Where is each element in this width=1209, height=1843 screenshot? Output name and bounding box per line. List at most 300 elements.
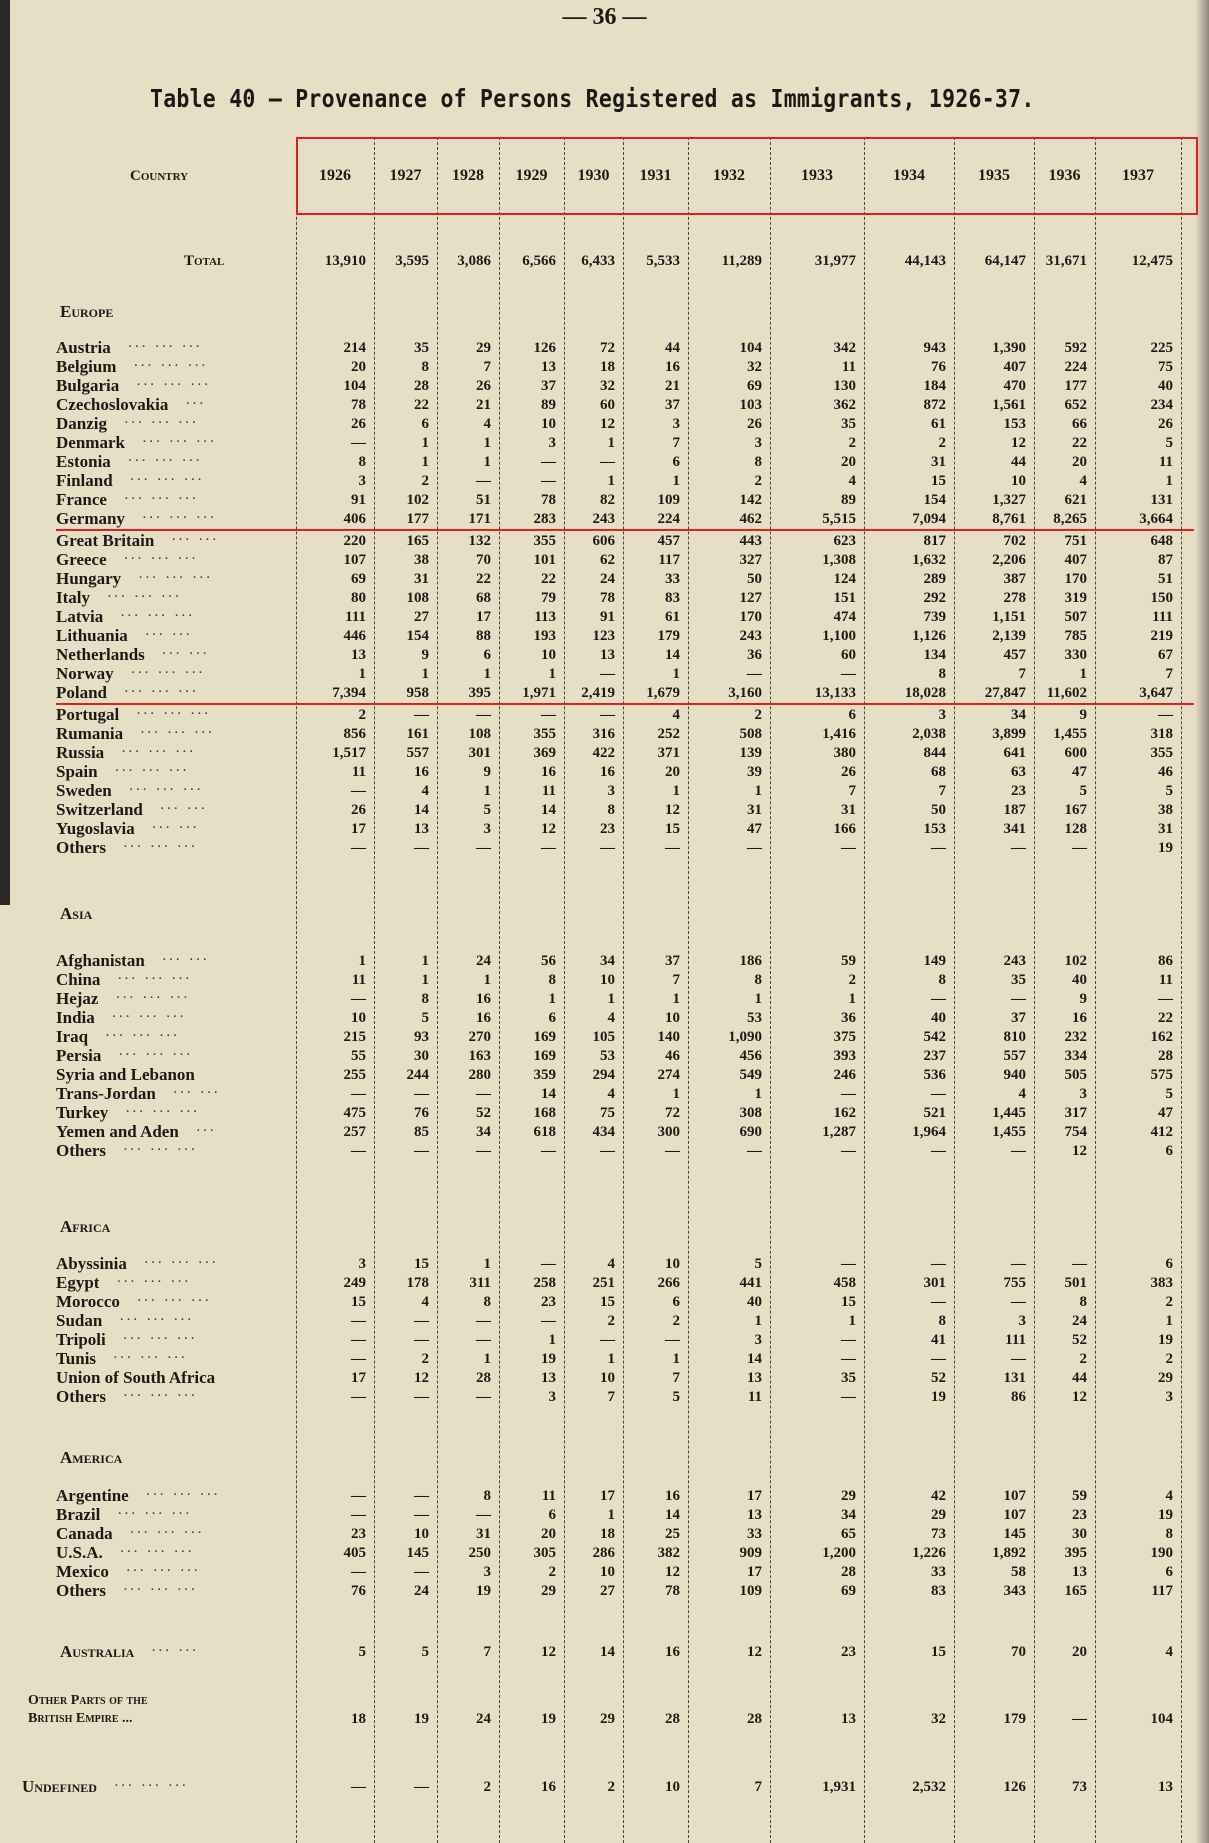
column-divider [437, 137, 438, 1843]
cell-value: 162 [833, 1104, 856, 1121]
cell-value: 170 [739, 608, 762, 625]
cell-value: 20 [841, 453, 856, 470]
country-name: Undefined [22, 1777, 97, 1796]
cell-value: 1 [754, 1312, 762, 1329]
table-row [0, 471, 1181, 490]
cell-value: 5 [1165, 434, 1173, 451]
cell-value: 76 [414, 1104, 429, 1121]
cell-value: 69 [841, 1582, 856, 1599]
cell-value: — [1011, 990, 1026, 1007]
cell-value: 47 [1158, 1104, 1173, 1121]
cell-value: 40 [931, 1009, 946, 1026]
cell-value: 17 [747, 1487, 762, 1504]
country-name: Hejaz [56, 989, 99, 1008]
table-row [0, 800, 1181, 819]
cell-value: — [1011, 839, 1026, 856]
cell-value: 31 [931, 453, 946, 470]
cell-value: 20 [351, 358, 366, 375]
cell-value: 19 [541, 1350, 556, 1367]
dot-leader: ... ... ... [114, 1777, 190, 1789]
cell-value: — [414, 1312, 429, 1329]
cell-value: 817 [923, 532, 946, 549]
dot-leader: ... ... ... [116, 989, 191, 1001]
cell-value: 2,038 [912, 725, 946, 742]
cell-value: 29 [541, 1582, 556, 1599]
dot-leader: ... ... [173, 1084, 222, 1096]
cell-value: 10 [600, 1369, 615, 1386]
cell-value: 2 [672, 1312, 680, 1329]
country-name: Czechoslovakia [56, 395, 169, 414]
cell-value: — [476, 1506, 491, 1523]
cell-value: — [841, 1350, 856, 1367]
cell-value: 456 [739, 1047, 762, 1064]
table-row [0, 414, 1181, 433]
cell-value: 12 [747, 1643, 762, 1660]
cell-value: 3 [1079, 1085, 1087, 1102]
cell-value: 163 [468, 1047, 491, 1064]
cell-value: — [600, 453, 615, 470]
undefined-row [0, 1777, 1181, 1796]
cell-value: 140 [657, 1028, 680, 1045]
cell-value: 40 [1072, 971, 1087, 988]
cell-value: — [1011, 1142, 1026, 1159]
cell-value: — [414, 1142, 429, 1159]
cell-value: 162 [1150, 1028, 1173, 1045]
cell-value: 6 [483, 646, 491, 663]
cell-value: — [414, 1778, 429, 1795]
cell-value: — [351, 782, 366, 799]
row-label [0, 989, 296, 1009]
country-name: Others [56, 1387, 107, 1406]
cell-value: 355 [1150, 744, 1173, 761]
dot-leader: ... ... [152, 1642, 200, 1654]
cell-value: 171 [468, 510, 491, 527]
cell-value: 22 [541, 570, 556, 587]
cell-value: 549 [739, 1066, 762, 1083]
cell-value: — [665, 1331, 680, 1348]
row-label [0, 1505, 296, 1525]
cell-value: 2,419 [581, 684, 615, 701]
country-name: Austria [56, 338, 111, 357]
cell-value: 40 [1158, 377, 1173, 394]
cell-value: 1,126 [912, 627, 946, 644]
cell-value: 1 [1165, 472, 1173, 489]
section-heading [0, 1217, 1181, 1236]
country-name: Tunis [56, 1349, 97, 1368]
cell-value: 280 [468, 1066, 491, 1083]
cell-value: 104 [739, 339, 762, 356]
country-name: Tripoli [56, 1330, 106, 1349]
dot-leader: ... ... [172, 531, 220, 543]
cell-value: 126 [533, 339, 556, 356]
cell-value: 3,160 [728, 684, 762, 701]
dot-leader: ... ... ... [106, 1027, 181, 1039]
cell-value: 2 [754, 706, 762, 723]
page-number: — 36 — [562, 4, 647, 30]
cell-value: 24 [476, 1711, 491, 1727]
cell-value: 330 [1064, 646, 1087, 663]
cell-value: 751 [1064, 532, 1087, 549]
cell-value: 311 [469, 1274, 491, 1291]
country-name: Abyssinia [56, 1254, 127, 1273]
dot-leader: ... ... [162, 645, 211, 657]
cell-value: — [1072, 839, 1087, 856]
cell-value: 1,632 [912, 551, 946, 568]
row-label [0, 569, 296, 589]
cell-value: 23 [1072, 1506, 1087, 1523]
cell-value: 104 [1150, 1711, 1173, 1727]
cell-value: — [841, 665, 856, 682]
table-row [0, 531, 1181, 550]
country-name: France [56, 490, 107, 509]
table-row [0, 762, 1181, 781]
cell-value: 150 [1150, 589, 1173, 606]
cell-value: 606 [592, 532, 615, 549]
cell-value: 4 [421, 1293, 429, 1310]
cell-value: 7,094 [912, 510, 946, 527]
cell-value: 1,455 [1053, 725, 1087, 742]
cell-value: 11 [1158, 453, 1173, 470]
column-divider [499, 137, 500, 1843]
cell-value: 224 [1064, 358, 1087, 375]
cell-value: 52 [931, 1369, 946, 1386]
cell-value: 16 [665, 1643, 680, 1660]
section-name: America [60, 1448, 123, 1467]
cell-value: 113 [534, 608, 556, 625]
cell-value: 12 [665, 801, 680, 818]
cell-value: 11 [747, 1388, 762, 1405]
cell-value: 446 [343, 627, 366, 644]
cell-value: 28 [1158, 1047, 1173, 1064]
cell-value: 32 [600, 377, 615, 394]
cell-value: — [476, 1142, 491, 1159]
country-name: Others [56, 1141, 107, 1160]
cell-value: 575 [1150, 1066, 1173, 1083]
cell-value: 16 [665, 1487, 680, 1504]
cell-value: 169 [533, 1047, 556, 1064]
cell-value: 1 [754, 782, 762, 799]
table-row [0, 550, 1181, 569]
cell-value: 44 [1072, 1369, 1087, 1386]
cell-value: 16 [665, 358, 680, 375]
table-row [0, 338, 1181, 357]
cell-value: 8 [1079, 1293, 1087, 1310]
cell-value: 1 [548, 990, 556, 1007]
cell-value: 12 [541, 820, 556, 837]
dot-leader: ... ... ... [122, 743, 197, 755]
cell-value: 35 [841, 415, 856, 432]
row-label [0, 1292, 296, 1312]
country-name: Iraq [56, 1027, 89, 1046]
cell-value: 44 [665, 339, 680, 356]
row-label [0, 819, 296, 839]
cell-value: 10 [665, 1009, 680, 1026]
cell-value: 34 [600, 952, 615, 969]
cell-value: 1,390 [992, 339, 1026, 356]
cell-value: 317 [1064, 1104, 1087, 1121]
cell-value: 78 [541, 491, 556, 508]
cell-value: 64,147 [984, 253, 1026, 269]
cell-value: 542 [923, 1028, 946, 1045]
cell-value: — [351, 1085, 366, 1102]
cell-value: — [476, 1331, 491, 1348]
cell-value: 5 [672, 1388, 680, 1405]
year-header: 1932 [713, 167, 745, 184]
cell-value: 1,416 [822, 725, 856, 742]
cell-value: — [351, 1142, 366, 1159]
scan-edge-right [1195, 0, 1209, 1843]
row-label [0, 1141, 296, 1161]
table-row [0, 1505, 1181, 1524]
cell-value: 35 [414, 339, 429, 356]
cell-value: 166 [833, 820, 856, 837]
cell-value: 10 [414, 1525, 429, 1542]
cell-value: 8 [421, 358, 429, 375]
cell-value: 19 [541, 1711, 556, 1727]
cell-value: 8 [607, 801, 615, 818]
cell-value: — [600, 706, 615, 723]
cell-value: 10 [1011, 472, 1026, 489]
cell-value: — [1158, 990, 1173, 1007]
cell-value: 6 [1165, 1563, 1173, 1580]
cell-value: 33 [747, 1525, 762, 1542]
cell-value: 382 [657, 1544, 680, 1561]
cell-value: 18 [600, 1525, 615, 1542]
cell-value: 8 [548, 971, 556, 988]
cell-value: 557 [406, 744, 429, 761]
cell-value: 117 [1151, 1582, 1173, 1599]
cell-value: 153 [923, 820, 946, 837]
cell-value: — [747, 839, 762, 856]
cell-value: 592 [1064, 339, 1087, 356]
cell-value: 93 [414, 1028, 429, 1045]
cell-value: 23 [1011, 782, 1026, 799]
cell-value: 4 [1165, 1487, 1173, 1504]
table-row [0, 1330, 1181, 1349]
cell-value: — [931, 1085, 946, 1102]
cell-value: 2 [421, 1350, 429, 1367]
dot-leader: ... ... ... [141, 724, 216, 736]
cell-value: 300 [657, 1123, 680, 1140]
cell-value: 30 [1072, 1525, 1087, 1542]
cell-value: 12 [541, 1643, 556, 1660]
cell-value: 243 [1003, 952, 1026, 969]
cell-value: — [476, 1312, 491, 1329]
row-label [0, 395, 296, 415]
cell-value: 3,899 [992, 725, 1026, 742]
cell-value: 2,139 [992, 627, 1026, 644]
dot-leader: ... ... ... [130, 471, 205, 483]
cell-value: 38 [414, 551, 429, 568]
year-header: 1936 [1048, 167, 1081, 184]
cell-value: 20 [665, 763, 680, 780]
cell-value: 810 [1003, 1028, 1026, 1045]
total-label: Total [184, 253, 225, 269]
cell-value: 244 [406, 1066, 429, 1083]
cell-value: 1,308 [822, 551, 856, 568]
cell-value: 457 [657, 532, 680, 549]
immigrants-table [0, 137, 1181, 1796]
cell-value: 11 [841, 358, 856, 375]
cell-value: — [841, 1388, 856, 1405]
cell-value: 3 [358, 1255, 366, 1272]
column-divider [688, 137, 689, 1843]
row-label [0, 1273, 296, 1293]
cell-value: 31 [414, 570, 429, 587]
cell-value: 8,761 [992, 510, 1026, 527]
cell-value: 61 [931, 415, 946, 432]
cell-value: — [931, 1142, 946, 1159]
cell-value: 371 [657, 744, 680, 761]
cell-value: — [931, 1255, 946, 1272]
cell-value: 2 [607, 1778, 615, 1795]
cell-value: 17 [747, 1563, 762, 1580]
cell-value: 87 [1158, 551, 1173, 568]
table-row [0, 1141, 1181, 1160]
row-label [0, 762, 296, 782]
row-label [0, 1311, 296, 1331]
cell-value: 15 [351, 1293, 366, 1310]
cell-value: — [414, 706, 429, 723]
cell-value: — [414, 1506, 429, 1523]
cell-value: 621 [1064, 491, 1087, 508]
row-label [0, 168, 296, 185]
cell-value: 31 [1158, 820, 1173, 837]
country-name: Yugoslavia [56, 819, 135, 838]
cell-value: 1,931 [822, 1778, 856, 1795]
country-name: Denmark [56, 433, 125, 452]
cell-value: 1 [548, 1331, 556, 1348]
row-label [0, 1524, 296, 1544]
cell-value: 65 [841, 1525, 856, 1542]
cell-value: 13 [1158, 1778, 1173, 1795]
cell-value: 82 [600, 491, 615, 508]
cell-value: 4 [672, 706, 680, 723]
country-name: Other Parts of the [28, 1693, 148, 1708]
dot-leader: ... ... ... [120, 1543, 196, 1555]
cell-value: 154 [406, 627, 429, 644]
cell-value: — [414, 1388, 429, 1405]
cell-value: 294 [592, 1066, 615, 1083]
cell-value: 76 [931, 358, 946, 375]
highlight-line-poland [56, 703, 1194, 705]
cell-value: 785 [1064, 627, 1087, 644]
cell-value: 1 [607, 1350, 615, 1367]
cell-value: 24 [476, 952, 491, 969]
cell-value: 10 [541, 415, 556, 432]
cell-value: 1,200 [822, 1544, 856, 1561]
cell-value: 20 [541, 1525, 556, 1542]
country-name: Yemen and Aden [56, 1122, 179, 1141]
cell-value: 234 [1150, 396, 1173, 413]
cell-value: 27,847 [984, 684, 1026, 701]
cell-value: 6 [848, 706, 856, 723]
cell-value: 8 [483, 1487, 491, 1504]
cell-value: 14 [541, 1085, 556, 1102]
cell-value: 41 [931, 1331, 946, 1348]
cell-value: 214 [343, 339, 366, 356]
table-row [0, 743, 1181, 762]
dot-leader: ... ... ... [118, 970, 193, 982]
cell-value: 16 [476, 990, 491, 1007]
cell-value: 63 [1011, 763, 1026, 780]
cell-value: 28 [665, 1711, 680, 1727]
cell-value: 89 [541, 396, 556, 413]
cell-value: 19 [414, 1711, 429, 1727]
row-label [0, 588, 296, 608]
cell-value: 3 [938, 706, 946, 723]
cell-value: 177 [406, 510, 429, 527]
table-row [0, 1254, 1181, 1273]
cell-value: 13,133 [814, 684, 856, 701]
table-row [0, 1027, 1181, 1046]
cell-value: 34 [476, 1123, 491, 1140]
row-label [0, 302, 296, 322]
cell-value: 78 [665, 1582, 680, 1599]
cell-value: 21 [476, 396, 491, 413]
cell-value: 16 [541, 763, 556, 780]
table-row [0, 490, 1181, 509]
table-row [0, 509, 1181, 528]
cell-value: 13 [600, 646, 615, 663]
cell-value: 17 [351, 1369, 366, 1386]
cell-value: — [351, 1312, 366, 1329]
dot-leader: ... ... ... [128, 338, 204, 350]
cell-value: 34 [1011, 706, 1026, 723]
cell-value: 149 [923, 952, 946, 969]
year-header: 1934 [893, 167, 925, 184]
dot-leader: ... ... ... [118, 1505, 193, 1517]
dot-leader: ... ... ... [134, 357, 209, 369]
cell-value: 31,977 [814, 253, 856, 269]
cell-value: 11,289 [721, 253, 762, 269]
table-row [0, 1065, 1181, 1084]
cell-value: 91 [351, 491, 366, 508]
cell-value: — [841, 1255, 856, 1272]
dot-leader: ... ... ... [121, 607, 196, 619]
cell-value: 1,445 [992, 1104, 1026, 1121]
row-label [0, 705, 296, 725]
cell-value: 37 [541, 377, 556, 394]
cell-value: 11 [1158, 971, 1173, 988]
cell-value: 872 [923, 396, 946, 413]
cell-value: 4 [848, 472, 856, 489]
cell-value: 1 [421, 952, 429, 969]
row-label [0, 433, 296, 453]
cell-value: 406 [343, 510, 366, 527]
cell-value: 53 [747, 1009, 762, 1026]
cell-value: 257 [343, 1123, 366, 1140]
section-heading [0, 302, 1181, 321]
row-label [0, 1254, 296, 1274]
cell-value: 8 [421, 990, 429, 1007]
cell-value: 475 [343, 1104, 366, 1121]
cell-value: 187 [1003, 801, 1026, 818]
cell-value: 289 [923, 570, 946, 587]
cell-value: 8 [938, 665, 946, 682]
cell-value: 88 [476, 627, 491, 644]
cell-value: 3 [358, 472, 366, 489]
cell-value: 557 [1003, 1047, 1026, 1064]
cell-value: 4 [607, 1085, 615, 1102]
column-divider [623, 137, 624, 1843]
cell-value: 39 [747, 763, 762, 780]
cell-value: 458 [833, 1274, 856, 1291]
cell-value: 5 [1079, 782, 1087, 799]
cell-value: 702 [1003, 532, 1026, 549]
cell-value: 11,602 [1046, 684, 1087, 701]
table-row [0, 1046, 1181, 1065]
